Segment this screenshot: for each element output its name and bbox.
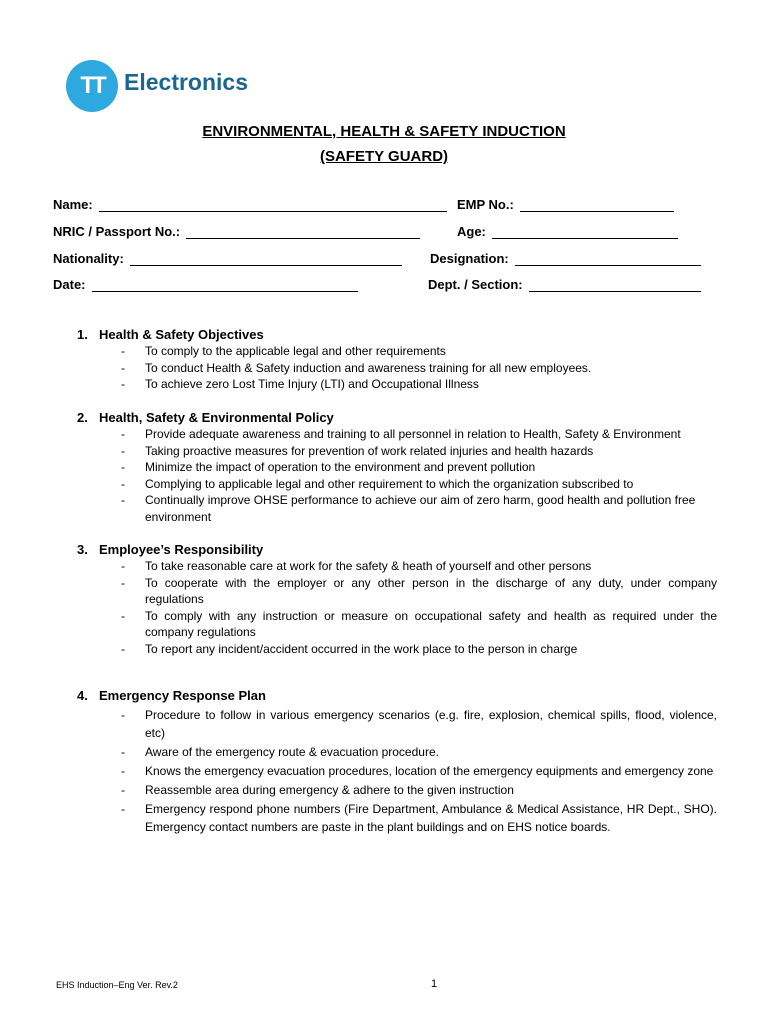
- age-label: Age:: [457, 224, 486, 239]
- emp-label: EMP No.:: [457, 197, 514, 212]
- designation-label: Designation:: [430, 251, 509, 266]
- section-emergency-response-plan: [77, 688, 717, 837]
- page-number: 1: [431, 978, 438, 990]
- list-item: - To comply to the applicable legal and other requirements: [121, 344, 446, 358]
- list-item: - Complying to applicable legal and other requirement to which the organization subscribed to: [121, 476, 634, 491]
- age-line[interactable]: [492, 224, 678, 239]
- list-item: - Minimize the impact of operation to the environment and prevent pollution: [121, 460, 536, 474]
- logo-wordmark: Electronics: [124, 69, 248, 95]
- list-item: - Knows the emergency evacuation procedures, location of the emergency equipments and emergency zone: [121, 764, 714, 778]
- form-row-name: [53, 194, 713, 216]
- list-item: - Provide adequate awareness and training to all personnel in relation to Health, Safety & Environment: [121, 427, 681, 441]
- bullet-list: [77, 706, 717, 836]
- designation-field[interactable]: [430, 248, 701, 266]
- emp-field[interactable]: [457, 194, 674, 212]
- dept-label: Dept. / Section:: [428, 277, 523, 292]
- section-health-safety-objectives: [77, 327, 717, 393]
- bullet-list: [77, 426, 717, 525]
- form-row-nationality: [53, 248, 713, 270]
- list-item: - To cooperate with the employer or any other person in the discharge of any duty, under company regulations: [121, 575, 717, 606]
- list-item: - To report any incident/accident occurred in the work place to the person in charge: [121, 641, 578, 656]
- name-label: Name:: [53, 197, 93, 212]
- list-item: - Aware of the emergency route & evacuation procedure.: [121, 745, 439, 759]
- date-field[interactable]: [53, 274, 358, 292]
- list-item: - To take reasonable care at work for the safety & heath of yourself and other persons: [121, 559, 592, 573]
- name-field[interactable]: [53, 194, 447, 212]
- designation-line[interactable]: [515, 251, 701, 266]
- section-heading: 4. Emergency Response Plan: [77, 688, 266, 703]
- name-line[interactable]: [99, 197, 447, 212]
- date-label: Date:: [53, 277, 86, 292]
- nric-label: NRIC / Passport No.:: [53, 224, 181, 239]
- bullet-list: [77, 558, 717, 657]
- date-line[interactable]: [92, 277, 358, 292]
- dept-line[interactable]: [529, 277, 701, 292]
- list-item: - To achieve zero Lost Time Injury (LTI) and Occupational Illness: [121, 377, 479, 391]
- tt-logo-icon: TT: [66, 60, 118, 112]
- nationality-label: Nationality:: [53, 251, 124, 266]
- age-field[interactable]: [457, 221, 678, 239]
- nationality-field[interactable]: [53, 248, 402, 266]
- list-item: - Emergency respond phone numbers (Fire Department, Ambulance & Medical Assistance, HR Dept., SHO). Emergency contact numbers are paste in the plant buildings and on EHS notice boards.: [121, 802, 717, 834]
- nric-line[interactable]: [186, 224, 420, 239]
- section-heading: 3. Employee’s Responsibility: [77, 542, 264, 557]
- bullet-list: [77, 343, 717, 393]
- list-item: - Taking proactive measures for prevention of work related injuries and health hazards: [121, 443, 594, 458]
- section-hse-policy: [77, 410, 717, 525]
- nationality-line[interactable]: [130, 251, 402, 266]
- footer-doc-ref: EHS Induction–Eng Ver. Rev.2: [56, 980, 178, 990]
- nric-field[interactable]: [53, 221, 420, 239]
- emp-line[interactable]: [520, 197, 674, 212]
- form-row-date: [53, 274, 713, 296]
- list-item: - To conduct Health & Safety induction and awareness training for all new employees.: [121, 360, 592, 375]
- list-item: - To comply with any instruction or measure on occupational safety and health as required under the company regulations: [121, 608, 717, 639]
- section-heading: 2. Health, Safety & Environmental Policy: [77, 410, 334, 425]
- dept-field[interactable]: [428, 274, 701, 292]
- document-subtitle: (SAFETY GUARD): [319, 148, 449, 165]
- company-logo: [66, 60, 276, 112]
- list-item: - Procedure to follow in various emergency scenarios (e.g. fire, explosion, chemical spills, flood, violence, etc): [121, 708, 717, 740]
- section-heading: 1. Health & Safety Objectives: [77, 327, 264, 342]
- list-item: - Reassemble area during emergency & adhere to the given instruction: [121, 783, 514, 797]
- form-row-nric: [53, 221, 713, 243]
- section-employee-responsibility: [77, 542, 717, 657]
- list-item: - Continually improve OHSE performance to achieve our aim of zero harm, good health and pollution free environment: [121, 493, 696, 524]
- document-title: ENVIRONMENTAL, HEALTH & SAFETY INDUCTION: [202, 123, 566, 140]
